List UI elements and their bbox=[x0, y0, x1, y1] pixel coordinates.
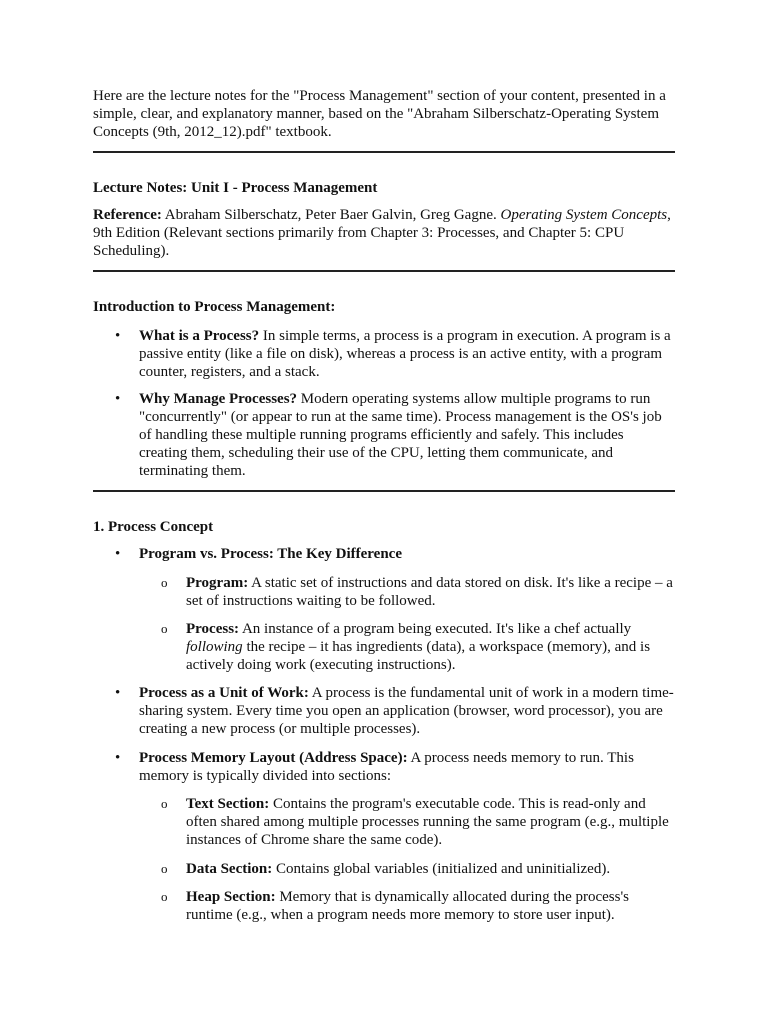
divider bbox=[93, 151, 675, 153]
list-item bbox=[139, 749, 675, 785]
list-item-emphasis: following bbox=[186, 639, 243, 655]
list-item-label: Process: bbox=[186, 621, 240, 637]
bullet-marker: • bbox=[115, 328, 121, 344]
intro-section-heading: Introduction to Process Management: bbox=[93, 299, 336, 315]
divider bbox=[93, 490, 675, 492]
sub-bullet-marker: o bbox=[161, 575, 168, 590]
sub-list-item bbox=[186, 574, 676, 610]
list-item-text: Contains the program's executable code. This is read-only and often shared among multiple processes running the same program (e.g., multiple instances of Chrome share the same code). bbox=[186, 796, 669, 848]
reference-paragraph bbox=[93, 206, 678, 260]
intro-paragraph: Here are the lecture notes for the "Process Management" section of your content, presented in a simple, clear, and explanatory manner, based on the "Abraham Silberschatz-Operating System Concepts (9th, 2012_12).pdf" textbook. bbox=[93, 88, 666, 140]
list-item bbox=[139, 390, 675, 480]
sub-bullet-marker: o bbox=[161, 861, 168, 876]
list-item bbox=[139, 327, 675, 381]
sub-list-item bbox=[186, 860, 676, 878]
section-heading: 1. Process Concept bbox=[93, 519, 214, 535]
bullet-marker: • bbox=[115, 391, 121, 407]
list-item-label: Process as a Unit of Work: bbox=[139, 685, 309, 701]
document-title: Lecture Notes: Unit I - Process Management bbox=[93, 180, 378, 196]
sub-bullet-marker: o bbox=[161, 621, 168, 636]
list-item-text: A process needs memory to run. This memory is typically divided into sections: bbox=[139, 750, 634, 784]
list-item-label: Heap Section: bbox=[186, 889, 276, 905]
sub-bullet-marker: o bbox=[161, 796, 168, 811]
list-item-text: Memory that is dynamically allocated during the process's runtime (e.g., when a program needs more memory to store user input). bbox=[186, 889, 630, 923]
list-item-label: Data Section: bbox=[186, 861, 273, 877]
list-item-label: Program vs. Process: The Key Difference bbox=[139, 546, 402, 562]
sub-bullet-marker: o bbox=[161, 889, 168, 904]
sub-list-item bbox=[186, 795, 676, 849]
list-item-label: Text Section: bbox=[186, 796, 270, 812]
list-item-text: A process is the fundamental unit of work in a modern time-sharing system. Every time you open an application (browser, word processor), you are creating a new process (or multiple processes). bbox=[139, 685, 674, 737]
list-item-label: Program: bbox=[186, 575, 249, 591]
sub-list-item bbox=[186, 620, 676, 674]
list-item bbox=[139, 684, 675, 738]
list-item-label: Process Memory Layout (Address Space): bbox=[139, 750, 408, 766]
reference-authors: Abraham Silberschatz, Peter Baer Galvin, Greg Gagne. bbox=[161, 207, 501, 223]
bullet-marker: • bbox=[115, 750, 121, 766]
list-item-text: the recipe – it has ingredients (data), a workspace (memory), and is actively doing work (executing instructions). bbox=[186, 639, 651, 673]
list-item-text: A static set of instructions and data stored on disk. It's like a recipe – a set of instructions waiting to be followed. bbox=[186, 575, 673, 609]
list-item-label: Why Manage Processes? bbox=[139, 391, 298, 407]
reference-details: , 9th Edition (Relevant sections primarily from Chapter 3: Processes, and Chapter 5: CPU Scheduling). bbox=[93, 207, 671, 259]
list-item-text: Contains global variables (initialized and uninitialized). bbox=[272, 861, 611, 877]
bullet-marker: • bbox=[115, 546, 121, 562]
bullet-marker: • bbox=[115, 685, 121, 701]
reference-book-title: Operating System Concepts bbox=[500, 207, 668, 223]
divider bbox=[93, 270, 675, 272]
list-item-text: Modern operating systems allow multiple programs to run "concurrently" (or appear to run at the same time). Process management is the OS's job of handling these multiple running programs efficiently and safely. This includes creating them, scheduling their use of the CPU, letting them communicate, and terminating them. bbox=[139, 391, 662, 479]
list-item-text: An instance of a program being executed. It's like a chef actually bbox=[239, 621, 632, 637]
list-item-text: In simple terms, a process is a program in execution. A program is a passive entity (like a file on disk), whereas a process is an active entity, with a program counter, registers, and a stack. bbox=[139, 328, 671, 380]
sub-list-item bbox=[186, 888, 676, 924]
reference-label: Reference: bbox=[93, 207, 162, 223]
list-item-label: What is a Process? bbox=[139, 328, 260, 344]
